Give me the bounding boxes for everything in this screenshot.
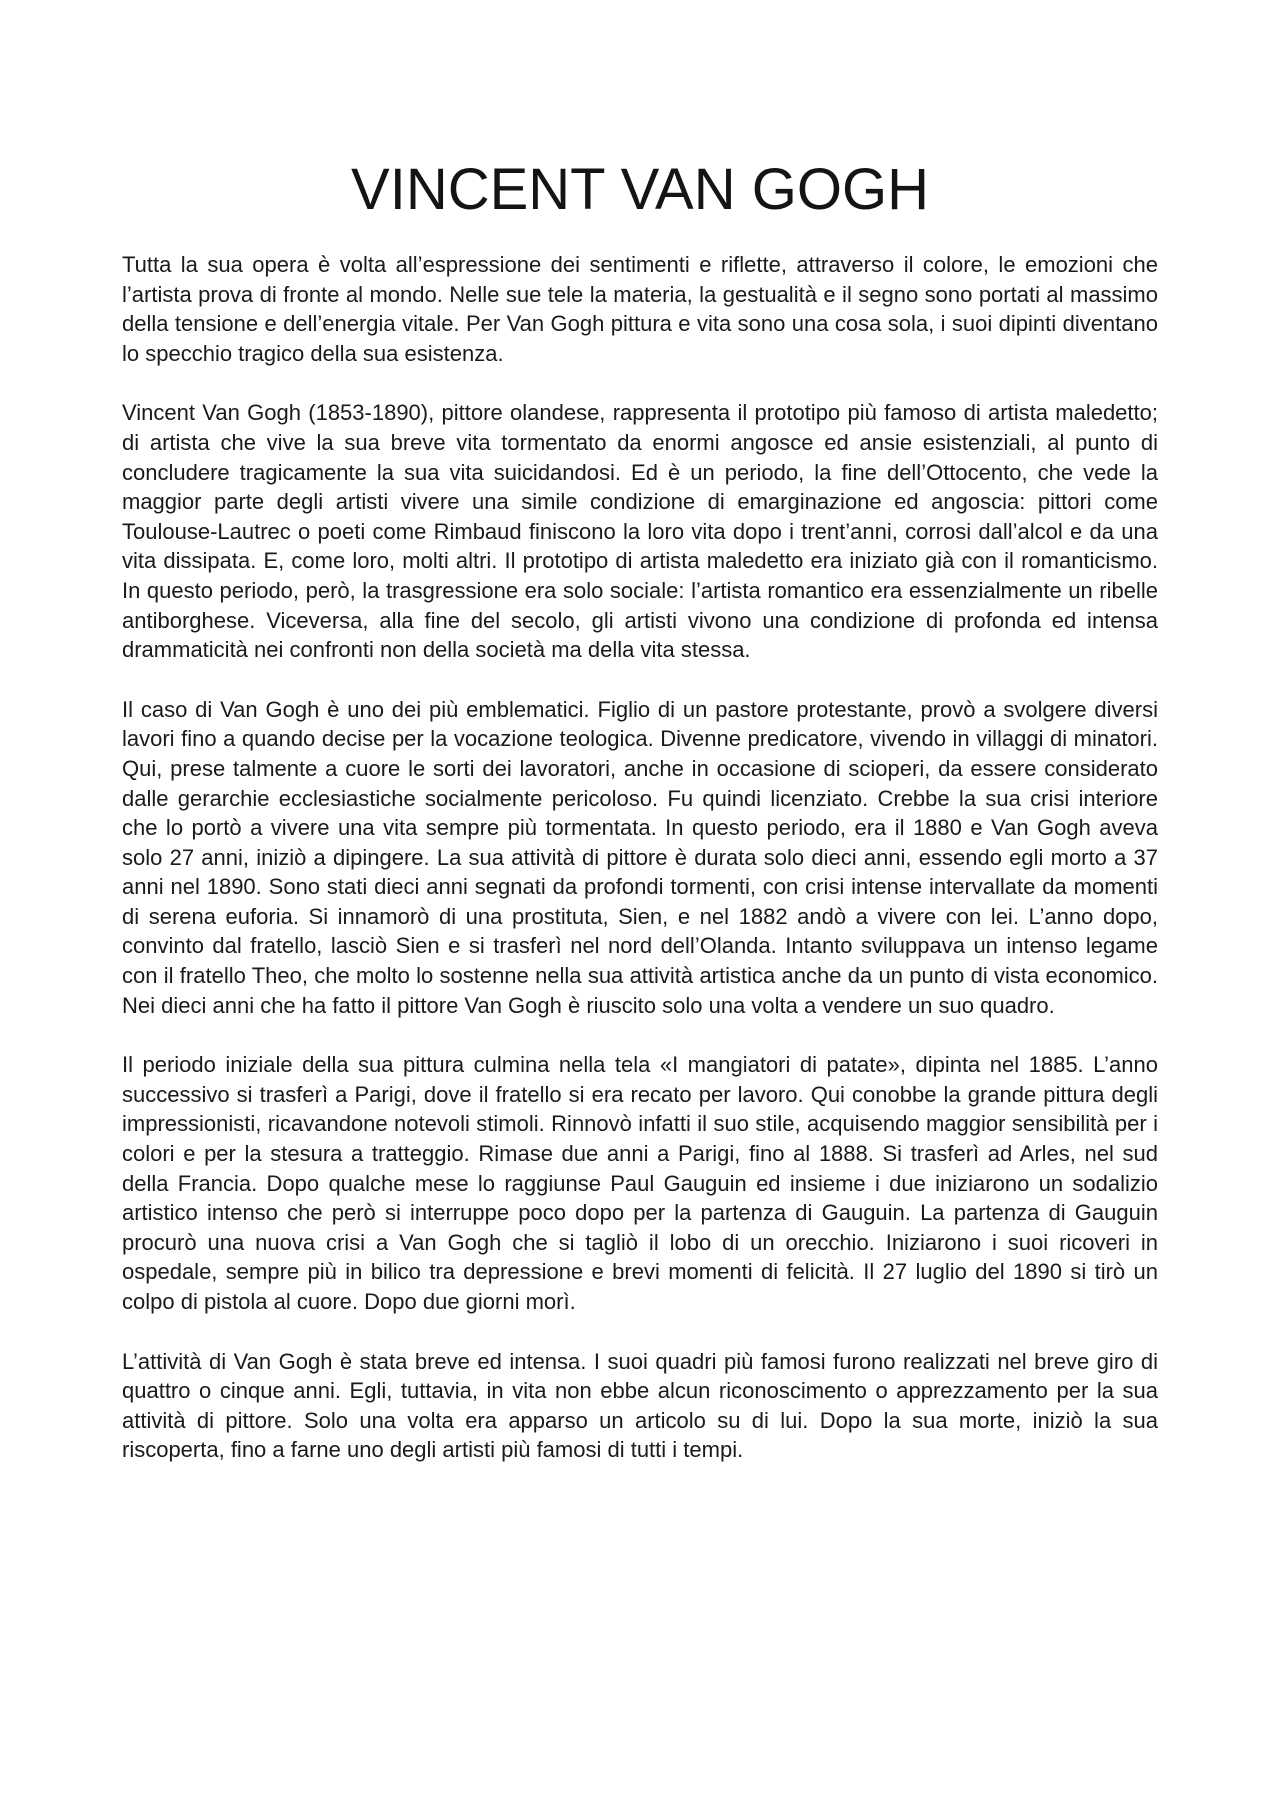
paragraph-biografia: Il caso di Van Gogh è uno dei più emblematici. Figlio di un pastore protestante, provò a svolgere diversi lavori fino a quando decise per la vocazione teologica. Divenne predicatore, vivendo in villaggi di minatori. Qui, prese talmente a cuore le sorti dei lavoratori, anche in occasione di scioperi, da essere considerato dalle gerarchie ecclesiastiche socialmente pericoloso. Fu quindi licenziato. Crebbe la sua crisi interiore che lo portò a vivere una vita sempre più tormentata. In questo periodo, era il 1880 e Van Gogh aveva solo 27 anni, iniziò a dipingere. La sua attività di pittore è durata solo dieci anni, essendo egli morto a 37 anni nel 1890. Sono stati dieci anni segnati da profondi tormenti, con crisi intense intervallate da momenti di serena euforia. Si innamorò di una prostituta, Sien, e nel 1882 andò a vivere con lei. L’anno dopo, convinto dal fratello, lasciò Sien e si trasferì nel nord dell’Olanda. Intanto sviluppava un intenso legame con il fratello Theo, che molto lo sostenne nella sua attività artistica anche da un punto di vista economico. Nei dieci anni che ha fatto il pittore Van Gogh è riuscito solo una volta a vendere un suo quadro. <box>122 696 1158 1018</box>
paragraph-intro: Tutta la sua opera è volta all’espressione dei sentimenti e riflette, attraverso il colore, le emozioni che l’artista prova di fronte al mondo. Nelle sue tele la materia, la gestualità e il segno sono portati al massimo della tensione e dell’energia vitale. Per Van Gogh pittura e vita sono una cosa sola, i suoi dipinti diventano lo specchio tragico della sua esistenza. <box>122 252 1158 366</box>
paragraph-artista-maledetto: Vincent Van Gogh (1853-1890), pittore olandese, rappresenta il prototipo più famoso di artista maledetto; di artista che vive la sua breve vita tormentato da enormi angosce ed ansie esistenziali, al punto di concludere tragicamente la sua vita suicidandosi. Ed è un periodo, la fine dell’Ottocento, che vede la maggior parte degli artisti vivere una simile condizione di emarginazione ed angoscia: pittori come Toulouse-Lautrec o poeti come Rimbaud finiscono la loro vita dopo i trent’anni, corrosi dall’alcol e da una vita dissipata. E, come loro, molti altri. Il prototipo di artista maledetto era iniziato già con il romanticismo. In questo periodo, però, la trasgressione era solo sociale: l’artista romantico era essenzialmente un ribelle antiborghese. Viceversa, alla fine del secolo, gli artisti vivono una condizione di profonda ed intensa drammaticità nei confronti non della società ma della vita stessa. <box>122 400 1158 663</box>
document-title: VINCENT VAN GOGH <box>351 157 929 222</box>
paragraph-periodo-parigi-arles: Il periodo iniziale della sua pittura culmina nella tela «I mangiatori di patate», dipinta nel 1885. L’anno successivo si trasferì a Parigi, dove il fratello si era recato per lavoro. Qui conobbe la grande pittura degli impressionisti, ricavandone notevoli stimoli. Rinnovò infatti il suo stile, acquisendo maggior sensibilità per i colori e per la stesura a tratteggio. Rimase due anni a Parigi, fino al 1888. Si trasferì ad Arles, nel sud della Francia. Dopo qualche mese lo raggiunse Paul Gauguin ed insieme i due iniziarono un sodalizio artistico intenso che però si interruppe poco dopo per la partenza di Gauguin. La partenza di Gauguin procurò una nuova crisi a Van Gogh che si tagliò il lobo di un orecchio. Iniziarono i suoi ricoveri in ospedale, sempre più in bilico tra depressione e brevi momenti di felicità. Il 27 luglio del 1890 si tirò un colpo di pistola al cuore. Dopo due giorni morì. <box>122 1052 1158 1314</box>
document-body <box>122 250 1158 1495</box>
paragraph-conclusione: L’attività di Van Gogh è stata breve ed intensa. I suoi quadri più famosi furono realizzati nel breve giro di quattro o cinque anni. Egli, tuttavia, in vita non ebbe alcun riconoscimento o apprezzamento per la sua attività di pittore. Solo una volta era apparso un articolo su di lui. Dopo la sua morte, iniziò la sua riscoperta, fino a farne uno degli artisti più famosi di tutti i tempi. <box>122 1348 1158 1463</box>
